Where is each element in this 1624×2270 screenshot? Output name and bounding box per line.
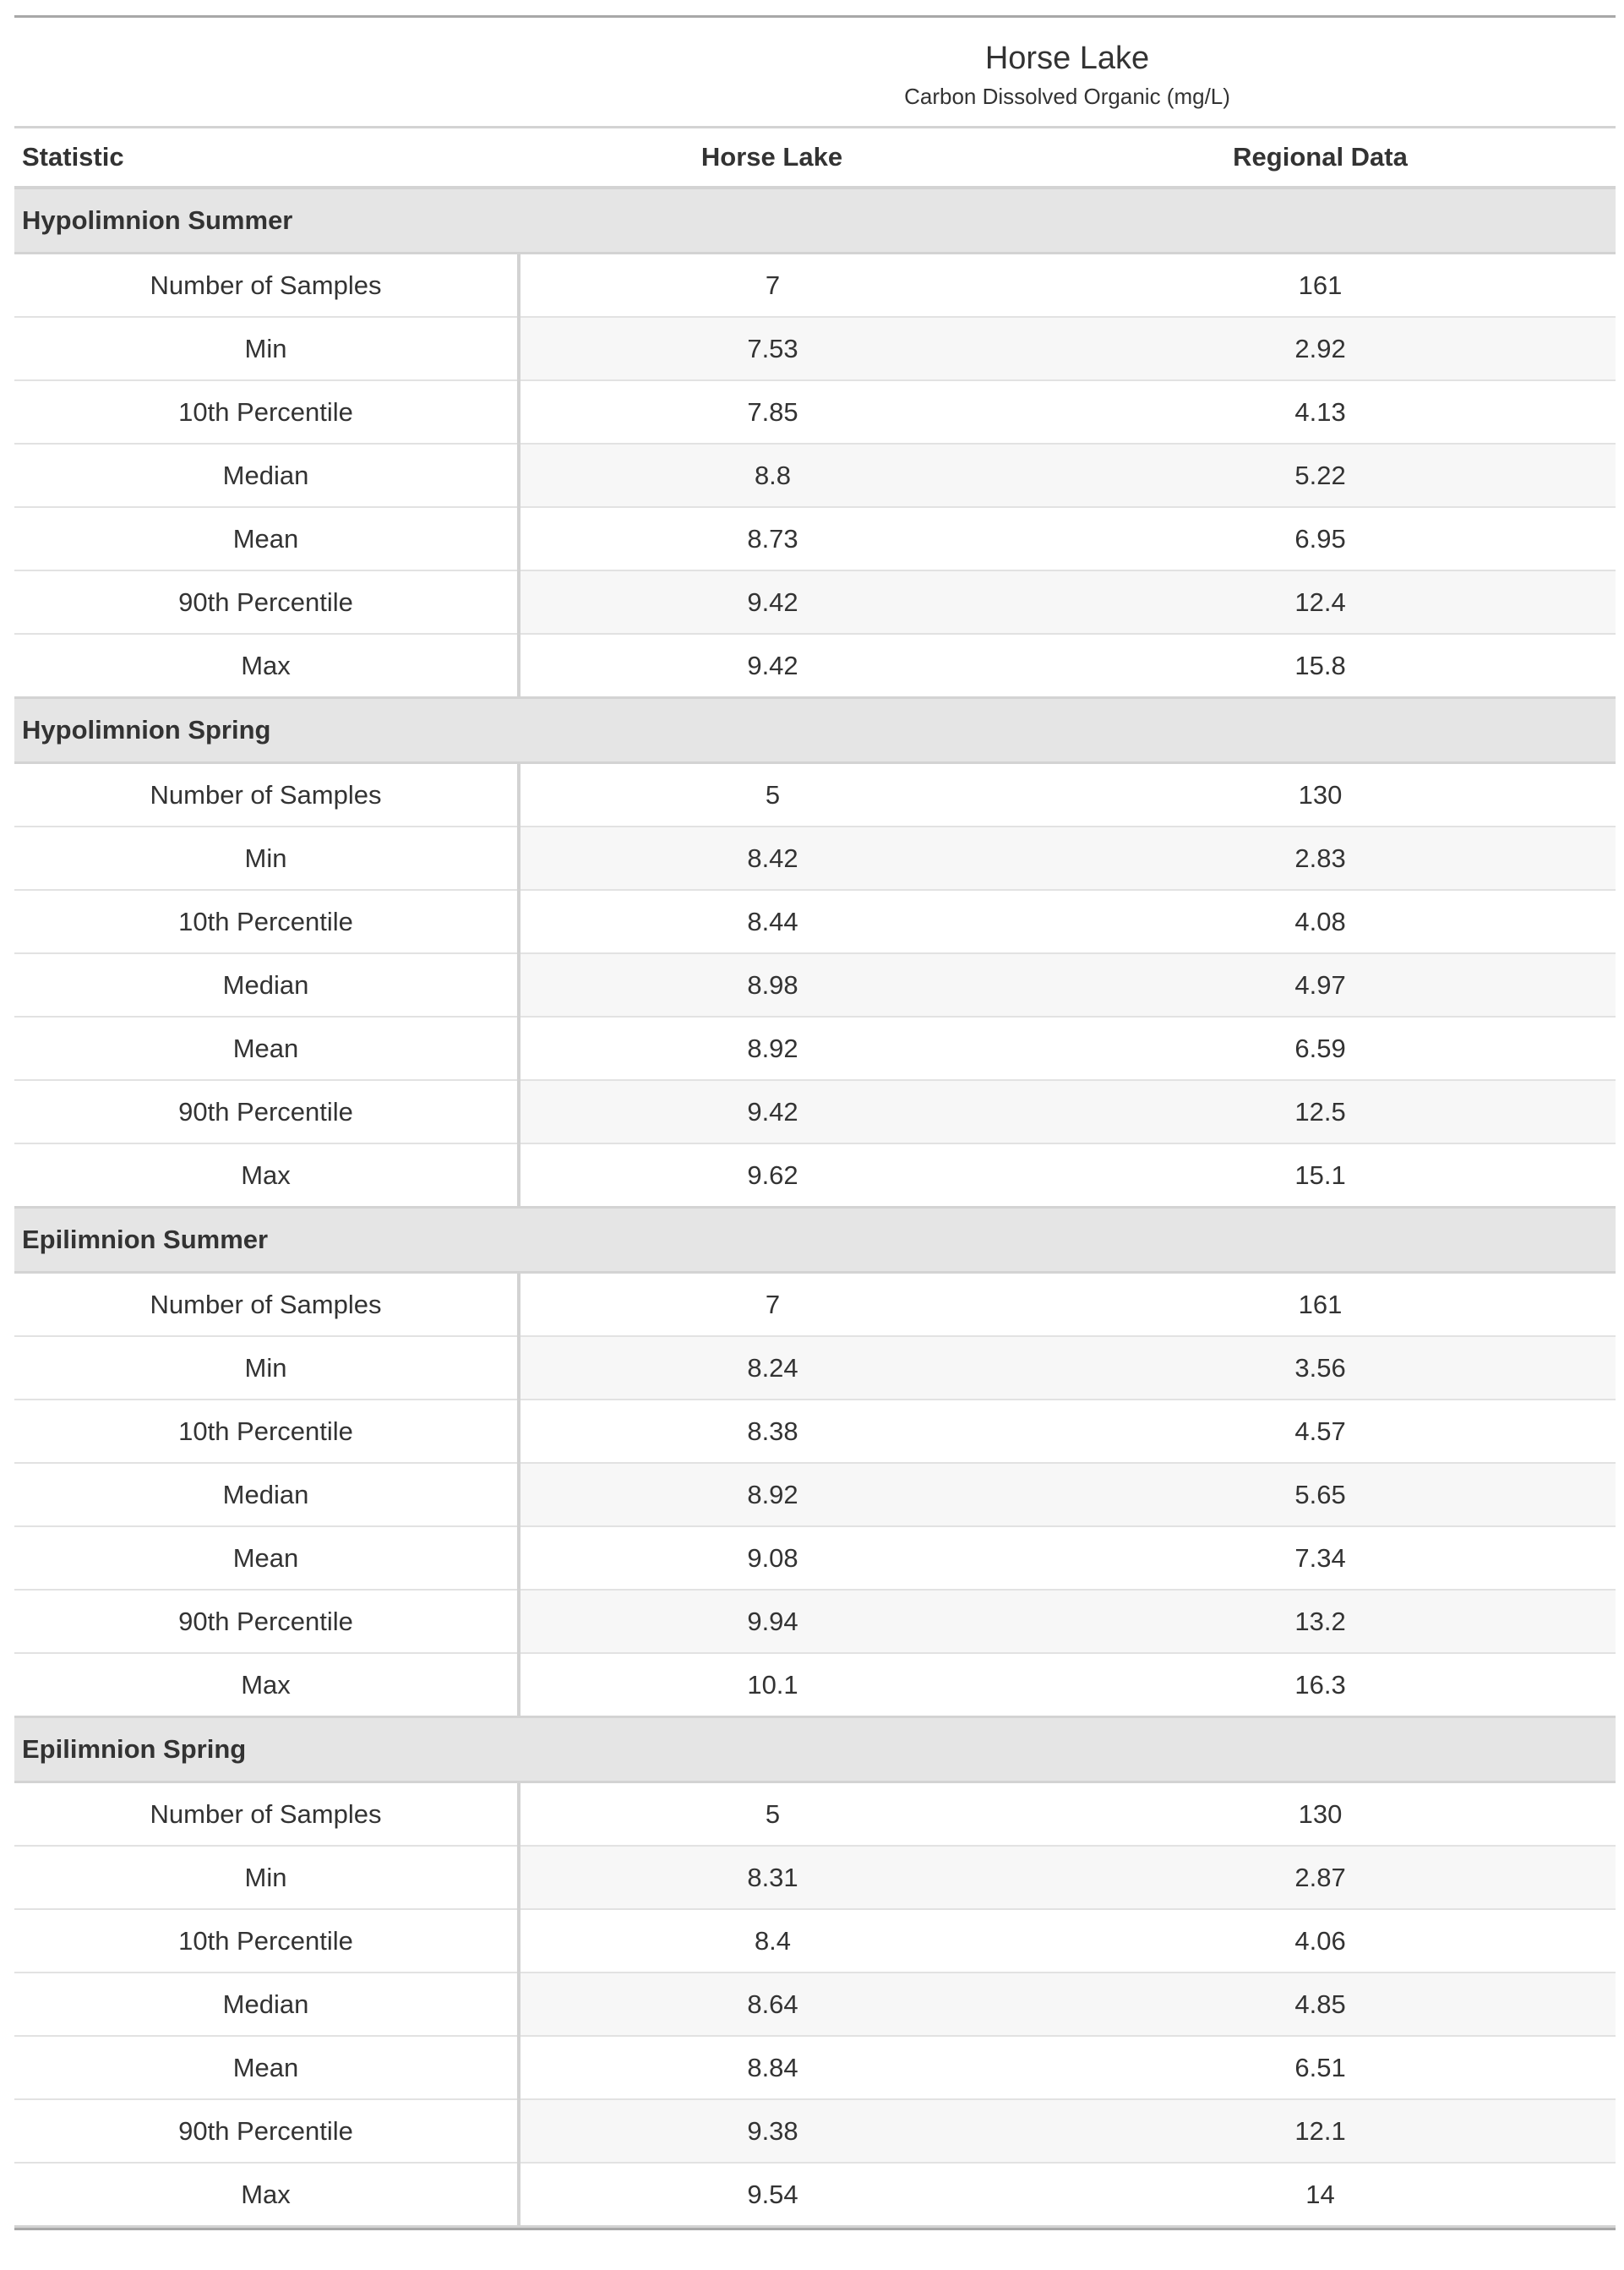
regional-value-cell: 6.59 xyxy=(1025,1017,1616,1080)
table-row xyxy=(14,444,1616,507)
horse-lake-value-cell: 8.84 xyxy=(519,2036,1025,2099)
group-header-row xyxy=(14,1208,1616,1273)
regional-value-cell: 4.85 xyxy=(1025,1973,1616,2036)
column-header-horse-lake: Horse Lake xyxy=(519,128,1025,188)
table-row xyxy=(14,507,1616,570)
horse-lake-value-cell: 7.85 xyxy=(519,380,1025,444)
regional-value-cell: 4.13 xyxy=(1025,380,1616,444)
regional-value-cell: 12.1 xyxy=(1025,2099,1616,2163)
horse-lake-value-cell: 8.4 xyxy=(519,1909,1025,1973)
table-row xyxy=(14,1526,1616,1590)
horse-lake-value-cell: 8.92 xyxy=(519,1463,1025,1526)
table-row xyxy=(14,1909,1616,1973)
statistic-cell: 10th Percentile xyxy=(14,890,519,953)
statistic-cell: Number of Samples xyxy=(14,1273,519,1337)
statistic-cell: 10th Percentile xyxy=(14,380,519,444)
horse-lake-value-cell: 8.42 xyxy=(519,827,1025,890)
statistic-cell: Mean xyxy=(14,507,519,570)
group-header-row xyxy=(14,188,1616,254)
horse-lake-value-cell: 7 xyxy=(519,254,1025,318)
table-row xyxy=(14,1080,1616,1143)
regional-value-cell: 5.22 xyxy=(1025,444,1616,507)
horse-lake-value-cell: 8.64 xyxy=(519,1973,1025,2036)
group-label: Epilimnion Summer xyxy=(14,1208,1616,1273)
regional-value-cell: 4.06 xyxy=(1025,1909,1616,1973)
table-row xyxy=(14,1273,1616,1337)
statistic-cell: Max xyxy=(14,2163,519,2227)
horse-lake-value-cell: 9.08 xyxy=(519,1526,1025,1590)
regional-value-cell: 15.1 xyxy=(1025,1143,1616,1208)
horse-lake-value-cell: 8.24 xyxy=(519,1336,1025,1400)
regional-value-cell: 13.2 xyxy=(1025,1590,1616,1653)
horse-lake-value-cell: 9.42 xyxy=(519,570,1025,634)
horse-lake-value-cell: 10.1 xyxy=(519,1653,1025,1717)
statistic-cell: Number of Samples xyxy=(14,254,519,318)
regional-value-cell: 2.87 xyxy=(1025,1846,1616,1909)
statistic-cell: Median xyxy=(14,953,519,1017)
statistic-cell: Max xyxy=(14,634,519,698)
table-title: Horse Lake xyxy=(984,41,1150,76)
table-row xyxy=(14,827,1616,890)
table-row xyxy=(14,2099,1616,2163)
horse-lake-value-cell: 8.92 xyxy=(519,1017,1025,1080)
horse-lake-value-cell: 9.38 xyxy=(519,2099,1025,2163)
statistic-cell: Mean xyxy=(14,1017,519,1080)
statistic-cell: Max xyxy=(14,1653,519,1717)
statistic-cell: 90th Percentile xyxy=(14,2099,519,2163)
group-label: Hypolimnion Spring xyxy=(14,698,1616,763)
statistic-cell: Mean xyxy=(14,2036,519,2099)
statistic-cell: 90th Percentile xyxy=(14,570,519,634)
table-subtitle-cell xyxy=(14,82,1616,128)
table-row xyxy=(14,1143,1616,1208)
horse-lake-value-cell: 8.98 xyxy=(519,953,1025,1017)
table-row xyxy=(14,1782,1616,1847)
regional-value-cell: 5.65 xyxy=(1025,1463,1616,1526)
horse-lake-value-cell: 8.38 xyxy=(519,1400,1025,1463)
regional-value-cell: 2.83 xyxy=(1025,827,1616,890)
statistic-cell: Min xyxy=(14,317,519,380)
horse-lake-value-cell: 8.31 xyxy=(519,1846,1025,1909)
table-row xyxy=(14,634,1616,698)
horse-lake-value-cell: 8.8 xyxy=(519,444,1025,507)
table-row xyxy=(14,1973,1616,2036)
statistic-cell: 90th Percentile xyxy=(14,1590,519,1653)
horse-lake-value-cell: 9.94 xyxy=(519,1590,1025,1653)
statistic-cell: Median xyxy=(14,1973,519,2036)
regional-value-cell: 4.08 xyxy=(1025,890,1616,953)
table-body xyxy=(14,188,1616,2227)
statistic-cell: Number of Samples xyxy=(14,1782,519,1847)
table-row xyxy=(14,254,1616,318)
statistic-cell: Max xyxy=(14,1143,519,1208)
column-header-row xyxy=(14,128,1616,188)
statistic-cell: Median xyxy=(14,444,519,507)
horse-lake-value-cell: 8.73 xyxy=(519,507,1025,570)
statistic-cell: 10th Percentile xyxy=(14,1909,519,1973)
regional-value-cell: 14 xyxy=(1025,2163,1616,2227)
statistic-cell: Min xyxy=(14,1336,519,1400)
statistic-cell: 90th Percentile xyxy=(14,1080,519,1143)
table-row xyxy=(14,1463,1616,1526)
regional-value-cell: 4.57 xyxy=(1025,1400,1616,1463)
table-subtitle: Carbon Dissolved Organic (mg/L) xyxy=(904,84,1230,109)
table-row xyxy=(14,1846,1616,1909)
table-row xyxy=(14,953,1616,1017)
regional-value-cell: 161 xyxy=(1025,1273,1616,1337)
group-label: Epilimnion Spring xyxy=(14,1717,1616,1782)
regional-value-cell: 3.56 xyxy=(1025,1336,1616,1400)
table-row xyxy=(14,2036,1616,2099)
regional-value-cell: 15.8 xyxy=(1025,634,1616,698)
regional-value-cell: 161 xyxy=(1025,254,1616,318)
regional-value-cell: 12.5 xyxy=(1025,1080,1616,1143)
table-row xyxy=(14,890,1616,953)
horse-lake-value-cell: 5 xyxy=(519,763,1025,827)
table-row xyxy=(14,570,1616,634)
table-row xyxy=(14,1336,1616,1400)
horse-lake-value-cell: 8.44 xyxy=(519,890,1025,953)
table-row xyxy=(14,1590,1616,1653)
group-label: Hypolimnion Summer xyxy=(14,188,1616,254)
statistic-cell: Median xyxy=(14,1463,519,1526)
regional-value-cell: 2.92 xyxy=(1025,317,1616,380)
table-row xyxy=(14,2163,1616,2227)
horse-lake-value-cell: 7 xyxy=(519,1273,1025,1337)
table-row xyxy=(14,317,1616,380)
statistic-cell: Mean xyxy=(14,1526,519,1590)
group-header-row xyxy=(14,1717,1616,1782)
table-row xyxy=(14,1400,1616,1463)
horse-lake-value-cell: 5 xyxy=(519,1782,1025,1847)
horse-lake-value-cell: 9.42 xyxy=(519,1080,1025,1143)
summary-table-container xyxy=(14,15,1616,2230)
regional-value-cell: 12.4 xyxy=(1025,570,1616,634)
regional-value-cell: 4.97 xyxy=(1025,953,1616,1017)
table-row xyxy=(14,380,1616,444)
summary-table xyxy=(14,15,1616,2228)
statistic-cell: Min xyxy=(14,827,519,890)
regional-value-cell: 6.51 xyxy=(1025,2036,1616,2099)
regional-value-cell: 130 xyxy=(1025,763,1616,827)
table-row xyxy=(14,1017,1616,1080)
statistic-cell: Number of Samples xyxy=(14,763,519,827)
horse-lake-value-cell: 9.62 xyxy=(519,1143,1025,1208)
horse-lake-value-cell: 7.53 xyxy=(519,317,1025,380)
regional-value-cell: 6.95 xyxy=(1025,507,1616,570)
regional-value-cell: 130 xyxy=(1025,1782,1616,1847)
horse-lake-value-cell: 9.42 xyxy=(519,634,1025,698)
table-row xyxy=(14,763,1616,827)
statistic-cell: Min xyxy=(14,1846,519,1909)
column-header-regional-data: Regional Data xyxy=(1025,128,1616,188)
table-bottom-rule xyxy=(14,2228,1616,2230)
regional-value-cell: 7.34 xyxy=(1025,1526,1616,1590)
statistic-cell: 10th Percentile xyxy=(14,1400,519,1463)
horse-lake-value-cell: 9.54 xyxy=(519,2163,1025,2227)
table-row xyxy=(14,1653,1616,1717)
regional-value-cell: 16.3 xyxy=(1025,1653,1616,1717)
table-title-cell xyxy=(14,17,1616,83)
column-header-statistic: Statistic xyxy=(14,128,519,188)
group-header-row xyxy=(14,698,1616,763)
